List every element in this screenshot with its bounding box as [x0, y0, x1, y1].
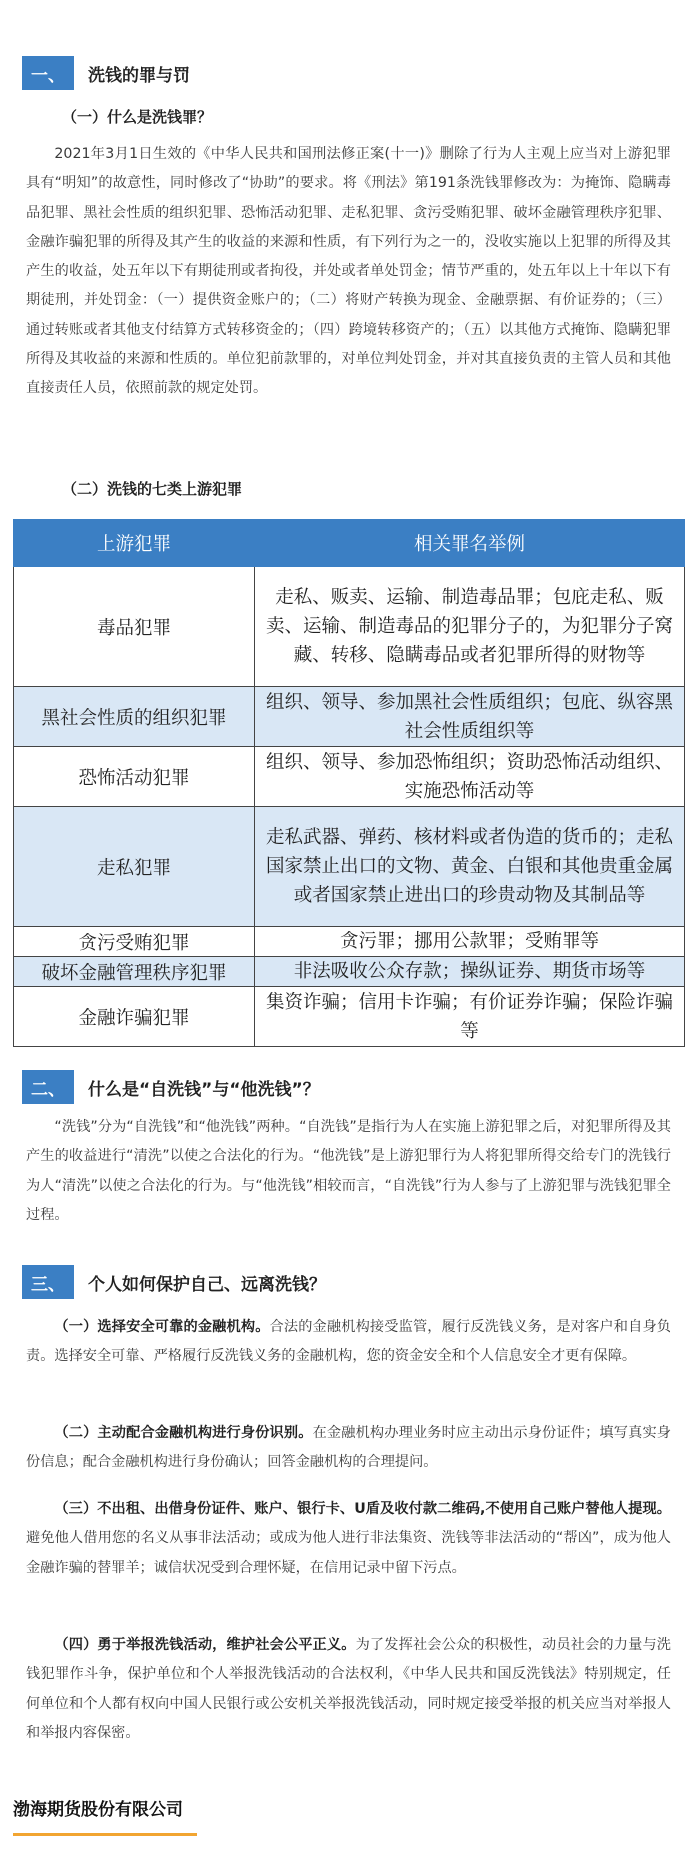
table-header-row [14, 520, 685, 567]
predicate-crimes-table [13, 519, 685, 1047]
section-1-header [22, 56, 190, 90]
tip-2-lead: （二）主动配合金融机构进行身份识别。 [54, 1425, 313, 1441]
tip-4-text: 为了发挥社会公众的积极性，动员社会的力量与洗钱犯罪作斗争，保护单位和个人举报洗钱活动的合法权利，《中华人民共和国反洗钱法》特别规定，任何单位和个人都有权向中国人民银行或公安机关举报洗钱活动，同时规定接受举报的机关应当对举报人和举报内容保密。 [26, 1637, 671, 1741]
section-2-number: 二、 [22, 1070, 74, 1104]
paragraph-criminal-law-amendment: 2021年3月1日生效的《中华人民共和国刑法修正案(十一)》删除了行为人主观上应当对上游犯罪具有“明知”的故意性，同时修改了“协助”的要求。将《刑法》第191条洗钱罪修改为：为掩饰、隐瞒毒品犯罪、黑社会性质的组织犯罪、恐怖活动犯罪、走私犯罪、贪污受贿犯罪、破坏金融管理秩序犯罪、金融诈骗犯罪的所得及其产生的收益的来源和性质，有下列行为之一的，没收实施以上犯罪的所得及其产生的收益，处五年以下有期徒刑或者拘役，并处或者单处罚金；情节严重的，处五年以上十年以下有期徒刑，并处罚金：（一）提供资金账户的；（二）将财产转换为现金、金融票据、有价证券的；（三）通过转账或者其他支付结算方式转移资金的；（四）跨境转移资产的；（五）以其他方式掩饰、隐瞒犯罪所得及其收益的来源和性质的。单位犯前款罪的，对单位判处罚金，并对其直接负责的主管人员和其他直接责任人员，依照前款的规定处罚。 [26, 146, 671, 397]
table-cell-examples: 贪污罪；挪用公款罪；受贿罪等 [255, 927, 685, 957]
section-3-number: 三、 [22, 1265, 74, 1299]
company-name: 渤海期货股份有限公司 [13, 1800, 183, 1820]
table-cell-crime: 黑社会性质的组织犯罪 [14, 687, 255, 747]
section-3-title: 个人如何保护自己、远离洗钱？ [88, 1274, 326, 1295]
table-cell-examples: 走私、贩卖、运输、制造毒品罪；包庇走私、贩卖、运输、制造毒品的犯罪分子的，为犯罪分子窝藏、转移、隐瞒毒品或者犯罪所得的财物等 [255, 567, 685, 687]
subheading-what-is-money-laundering: （一）什么是洗钱罪？ [62, 108, 213, 126]
tip-1-lead: （一）选择安全可靠的金融机构。 [54, 1319, 270, 1335]
table-cell-examples: 非法吸收公众存款；操纵证券、期货市场等 [255, 957, 685, 987]
tip-3-do-not-lend-accounts [26, 1495, 671, 1583]
table-row [14, 687, 685, 747]
tip-1-choose-reliable-institution [26, 1313, 671, 1372]
table-header-examples: 相关罪名举例 [255, 520, 685, 567]
tip-2-identity-verification [26, 1419, 671, 1478]
tip-4-report-money-laundering [26, 1631, 671, 1748]
table-row [14, 567, 685, 687]
table-cell-crime: 走私犯罪 [14, 807, 255, 927]
tip-1-text: 合法的金融机构接受监管，履行反洗钱义务，是对客户和自身负责。选择安全可靠、严格履行反洗钱义务的金融机构，您的资金安全和个人信息安全才更有保障。 [26, 1319, 671, 1365]
tip-3-text: 避免他人借用您的名义从事非法活动；或成为他人进行非法集资、洗钱等非法活动的“帮凶”，成为他人金融诈骗的替罪羊；诚信状况受到合理怀疑，在信用记录中留下污点。 [26, 1530, 671, 1576]
table-cell-crime: 贪污受贿犯罪 [14, 927, 255, 957]
table-cell-crime: 金融诈骗犯罪 [14, 987, 255, 1047]
section-1-number: 一、 [22, 56, 74, 90]
tip-3-lead: （三）不出租、出借身份证件、账户、银行卡、U盾及收付款二维码,不使用自己账户替他人提现。 [54, 1501, 671, 1517]
table-cell-examples: 组织、领导、参加黑社会性质组织；包庇、纵容黑社会性质组织等 [255, 687, 685, 747]
section-1-title: 洗钱的罪与罚 [88, 65, 190, 86]
table-row [14, 927, 685, 957]
table-cell-crime: 破坏金融管理秩序犯罪 [14, 957, 255, 987]
section-2-title: 什么是“自洗钱”与“他洗钱”？ [88, 1079, 320, 1100]
table-header-crime: 上游犯罪 [14, 520, 255, 567]
table-cell-examples: 组织、领导、参加恐怖组织；资助恐怖活动组织、实施恐怖活动等 [255, 747, 685, 807]
table-cell-crime: 恐怖活动犯罪 [14, 747, 255, 807]
subheading-seven-predicate-crimes: （二）洗钱的七类上游犯罪 [62, 480, 243, 498]
table-row [14, 747, 685, 807]
tip-2-text: 在金融机构办理业务时应主动出示身份证件；填写真实身份信息；配合金融机构进行身份确认；回答金融机构的合理提问。 [26, 1425, 671, 1471]
table-row [14, 987, 685, 1047]
table-row [14, 807, 685, 927]
table-cell-examples: 集资诈骗；信用卡诈骗；有价证券诈骗；保险诈骗等 [255, 987, 685, 1047]
table-cell-examples: 走私武器、弹药、核材料或者伪造的货币的；走私国家禁止出口的文物、黄金、白银和其他贵重金属或者国家禁止进出口的珍贵动物及其制品等 [255, 807, 685, 927]
tip-4-lead: （四）勇于举报洗钱活动，维护社会公平正义。 [54, 1637, 356, 1653]
paragraph-self-and-other-laundering: “洗钱”分为“自洗钱”和“他洗钱”两种。“自洗钱”是指行为人在实施上游犯罪之后，对犯罪所得及其产生的收益进行“清洗”以使之合法化的行为。“他洗钱”是上游犯罪行为人将犯罪所得交给专门的洗钱行为人“清洗”以使之合法化的行为。与“他洗钱”相较而言，“自洗钱”行为人参与了上游犯罪与洗钱犯罪全过程。 [26, 1119, 671, 1223]
table-cell-crime: 毒品犯罪 [14, 567, 255, 687]
section-2-header [22, 1070, 320, 1104]
section-3-header [22, 1265, 326, 1299]
table-row [14, 957, 685, 987]
company-underline [13, 1833, 197, 1836]
